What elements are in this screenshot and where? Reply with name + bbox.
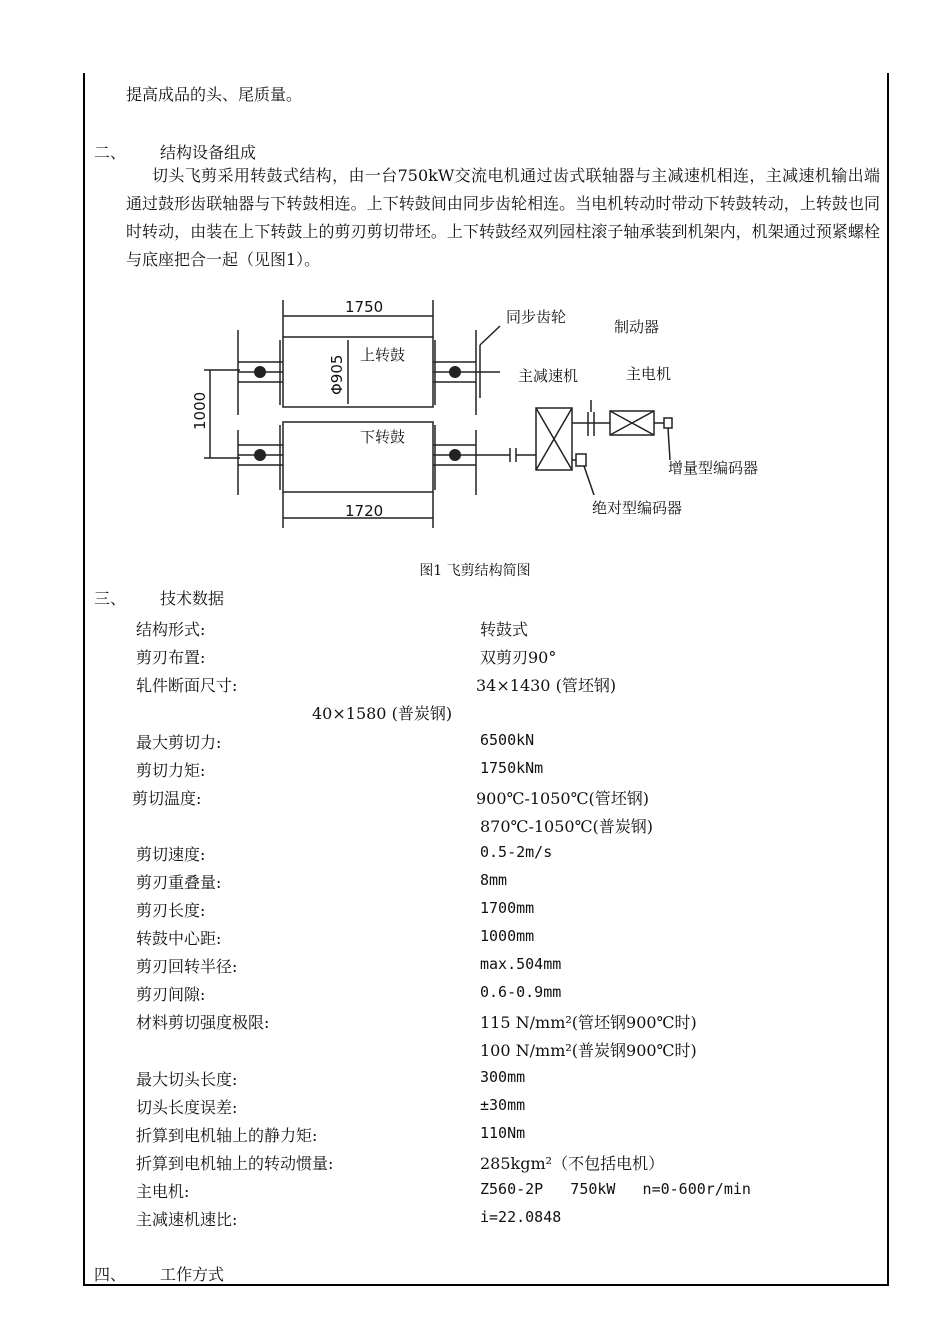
section2-number: 二、 [94, 143, 127, 162]
absolute-encoder-label: 绝对型编码器 [592, 499, 683, 517]
spec-value: ±30mm [480, 1096, 526, 1114]
spec-label: 剪刃重叠量: [136, 873, 222, 892]
section4-number: 四、 [94, 1265, 127, 1284]
spec-value: i=22.0848 [480, 1208, 562, 1226]
spec-value: 115 N/mm²(管坯钢900℃时) [480, 1013, 697, 1032]
incremental-encoder-label: 增量型编码器 [668, 459, 759, 477]
section3-number: 三、 [94, 589, 127, 608]
spec-value: 1700mm [480, 899, 535, 917]
spec-label: 剪刃回转半径: [136, 957, 238, 976]
lower-drum-shape [283, 422, 433, 492]
spec-label: 最大切头长度: [136, 1070, 238, 1089]
spec-value: 0.6-0.9mm [480, 983, 562, 1001]
spec-value: 1000mm [480, 927, 535, 945]
upper-drum-label: 上转鼓 [360, 346, 406, 364]
incremental-encoder-shape [664, 418, 672, 428]
spec-value: max.504mm [480, 955, 562, 973]
main-motor-label: 主电机 [626, 365, 672, 383]
spec-label: 转鼓中心距: [136, 929, 222, 948]
spec-value: 110Nm [480, 1124, 526, 1142]
spec-label: 最大剪切力: [136, 733, 222, 752]
spec-value: 285kgm²（不包括电机） [480, 1154, 665, 1173]
upper-drum-shape [283, 337, 433, 407]
spec-label: 主减速机速比: [136, 1210, 238, 1229]
spec-value: 0.5-2m/s [480, 843, 553, 861]
spec-label: 折算到电机轴上的转动惯量: [136, 1154, 334, 1173]
spec-label: 剪刃布置: [136, 648, 206, 667]
spec-value: 100 N/mm²(普炭钢900℃时) [480, 1041, 697, 1060]
intro-tail-text: 提高成品的头、尾质量。 [126, 85, 303, 104]
spec-label: 剪刃长度: [136, 901, 206, 920]
absolute-encoder-shape [576, 454, 586, 466]
spec-value: 40×1580 (普炭钢) [312, 704, 453, 723]
spec-value: 8mm [480, 871, 508, 889]
sync-gear-label: 同步齿轮 [506, 308, 567, 326]
section3-title: 技术数据 [160, 589, 225, 608]
brake-label: 制动器 [614, 318, 660, 336]
spec-value: 6500kN [480, 731, 535, 749]
flying-shear-diagram [180, 290, 800, 540]
dim-bottom-label: 1720 [345, 502, 384, 520]
spec-label: 结构形式: [136, 620, 206, 639]
spec-label: 主电机: [136, 1182, 190, 1201]
spec-value: 900℃-1050℃(管坯钢) [476, 789, 649, 808]
section2-title: 结构设备组成 [160, 143, 257, 162]
figure-caption: 图1 飞剪结构简图 [419, 563, 531, 579]
spec-label: 剪切力矩: [136, 761, 206, 780]
spec-label: 剪刃间隙: [136, 985, 206, 1004]
main-reducer-label: 主减速机 [518, 367, 579, 385]
spec-value: 870℃-1050℃(普炭钢) [480, 817, 653, 836]
spec-label: 切头长度误差: [136, 1098, 238, 1117]
dim-top-label: 1750 [345, 298, 384, 316]
spec-value: 双剪刃90° [480, 648, 557, 667]
spec-value: Z560-2P 750kW n=0-600r/min [480, 1180, 751, 1198]
spec-label: 剪切速度: [136, 845, 206, 864]
spec-label: 折算到电机轴上的静力矩: [136, 1126, 318, 1145]
section2-paragraph: 切头飞剪采用转鼓式结构，由一台750kW交流电机通过齿式联轴器与主减速机相连，主减速机输出端通过鼓形齿联轴器与下转鼓相连。上下转鼓间由同步齿轮相连。当电机转动时带动下转鼓转动，上转鼓也同时转动，由装在上下转鼓上的剪刃剪切带坯。上下转鼓经双列园柱滚子轴承装到机架内，机架通过预紧螺栓与底座把合一起（见图1）。 [126, 166, 880, 269]
spec-value: 1750kNm [480, 759, 544, 777]
section4-title: 工作方式 [160, 1265, 225, 1284]
spec-value: 转鼓式 [480, 620, 529, 639]
spec-value: 34×1430 (管坯钢) [476, 676, 617, 695]
spec-label: 轧件断面尺寸: [136, 676, 238, 695]
lower-drum-label: 下转鼓 [360, 428, 406, 446]
spec-label: 材料剪切强度极限: [136, 1013, 270, 1032]
spec-label: 剪切温度: [132, 789, 202, 808]
spec-value: 300mm [480, 1068, 526, 1086]
dim-diameter-label: Φ905 [328, 354, 346, 395]
dim-height-label: 1000 [191, 391, 209, 430]
